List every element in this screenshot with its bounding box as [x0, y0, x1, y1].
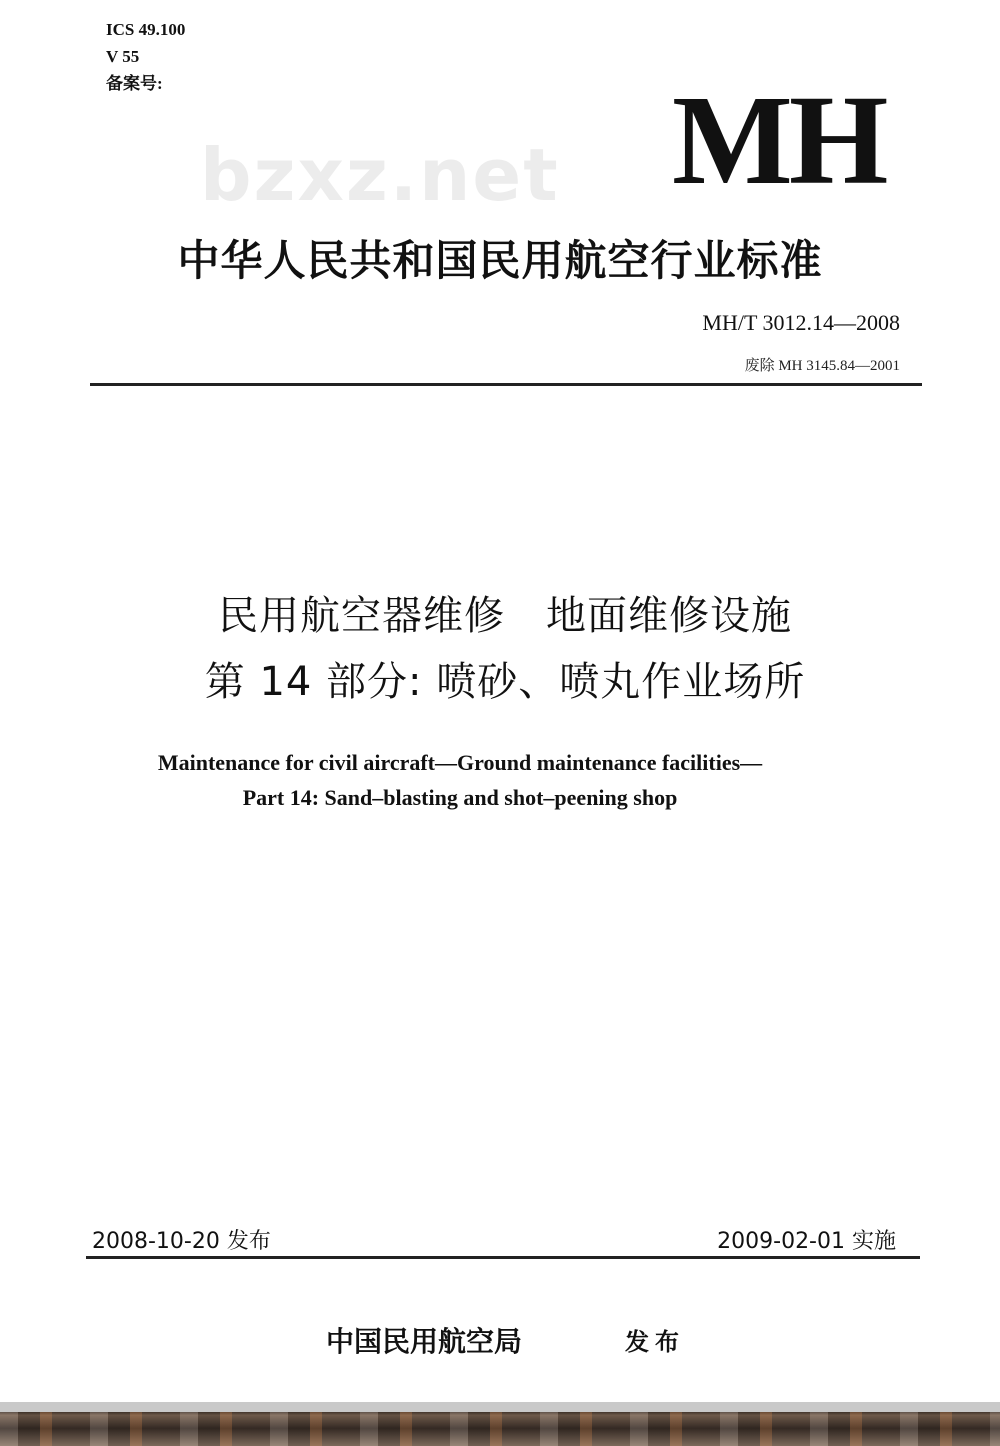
effective-date: 2009-02-01 实施 [717, 1229, 896, 1254]
title-en-line2: Part 14: Sand–blasting and shot–peening shop [242, 785, 678, 810]
title-zh-line1: 民用航空器维修 地面维修设施 [218, 593, 792, 639]
issue-date: 2008-10-20 发布 [92, 1229, 271, 1254]
record-number-label: 备案号: [106, 74, 163, 93]
bottom-divider [86, 1256, 920, 1259]
publisher-name: 中国民用航空局 [326, 1325, 523, 1358]
industry-standard-title: 中华人民共和国民用航空行业标准 [177, 236, 823, 285]
mh-logo: MH [672, 69, 885, 211]
ics-code: ICS 49.100 [106, 20, 186, 39]
replaces-standard: 废除 MH 3145.84—2001 [744, 358, 900, 374]
standard-number: MH/T 3012.14—2008 [702, 310, 900, 335]
top-divider [90, 383, 922, 386]
publisher-suffix: 发布 [625, 1328, 685, 1356]
classification-code: V 55 [106, 47, 140, 66]
watermark-text: bzxz.net [200, 133, 560, 217]
title-zh-line2: 第 14 部分: 喷砂、喷丸作业场所 [204, 659, 806, 705]
bottom-photo-strip [0, 1402, 1000, 1446]
title-en-line1: Maintenance for civil aircraft—Ground maintenance facilities— [157, 750, 763, 775]
